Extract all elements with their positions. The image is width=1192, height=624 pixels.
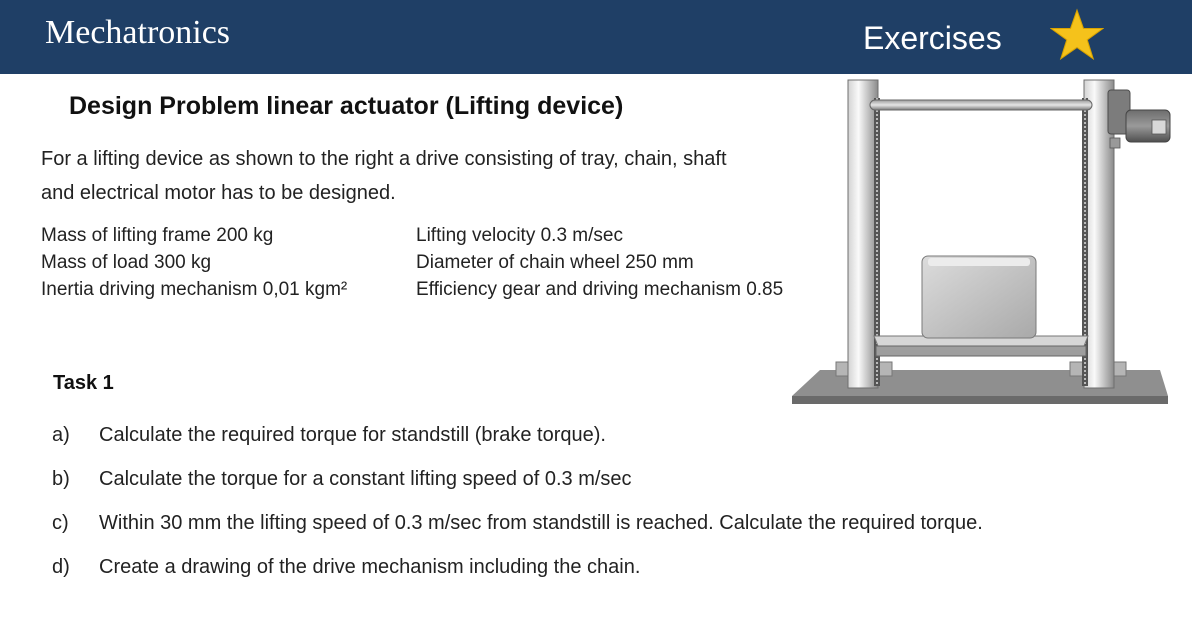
- intro-text: For a lifting device as shown to the right a drive consisting of tray, chain, shaft and electrical motor has to be designed.: [41, 148, 727, 204]
- task-item: [52, 457, 1124, 501]
- top-shaft: [870, 100, 1092, 110]
- star-icon: [1050, 8, 1104, 62]
- task-item: [52, 413, 1124, 457]
- task-list: [52, 413, 1124, 589]
- parameters-right: [416, 222, 783, 303]
- load-box: [922, 256, 1036, 338]
- task-letter: a): [52, 424, 70, 446]
- task-text: Calculate the torque for a constant lifting speed of 0.3 m/sec: [99, 468, 632, 490]
- param-efficiency: Efficiency gear and driving mechanism 0.85: [416, 279, 784, 300]
- param-load-mass: Mass of load 300 kg: [41, 252, 212, 273]
- base-plate-edge: [792, 396, 1168, 404]
- lifting-device-illustration: [788, 74, 1172, 408]
- task-letter: c): [52, 512, 69, 534]
- section-label: Exercises: [863, 20, 1002, 56]
- motor-plate: [1152, 120, 1166, 134]
- task-text: Create a drawing of the drive mechanism including the chain.: [99, 556, 641, 578]
- task-text: Within 30 mm the lifting speed of 0.3 m/sec from standstill is reached. Calculate the required torque.: [99, 512, 983, 534]
- task-letter: b): [52, 468, 70, 490]
- brand-title: Mechatronics: [45, 14, 231, 51]
- load-box-top: [928, 258, 1030, 266]
- motor-bracket: [1110, 138, 1120, 148]
- task-text: Calculate the required torque for standstill (brake torque).: [99, 424, 606, 446]
- task-item: [52, 501, 1124, 545]
- param-inertia: Inertia driving mechanism 0,01 kgm²: [41, 279, 348, 300]
- header-bar: [0, 0, 1192, 74]
- param-chain-wheel-diameter: Diameter of chain wheel 250 mm: [416, 252, 694, 273]
- left-post: [848, 80, 878, 388]
- lifting-tray-front: [876, 346, 1086, 356]
- parameters-left: [41, 222, 347, 303]
- slide-title: Design Problem linear actuator (Lifting device): [69, 92, 624, 120]
- task-title: Task 1: [53, 372, 114, 394]
- param-lifting-frame-mass: Mass of lifting frame 200 kg: [41, 225, 274, 246]
- task-letter: d): [52, 556, 70, 578]
- task-item: [52, 545, 1124, 589]
- param-lifting-velocity: Lifting velocity 0.3 m/sec: [416, 225, 623, 246]
